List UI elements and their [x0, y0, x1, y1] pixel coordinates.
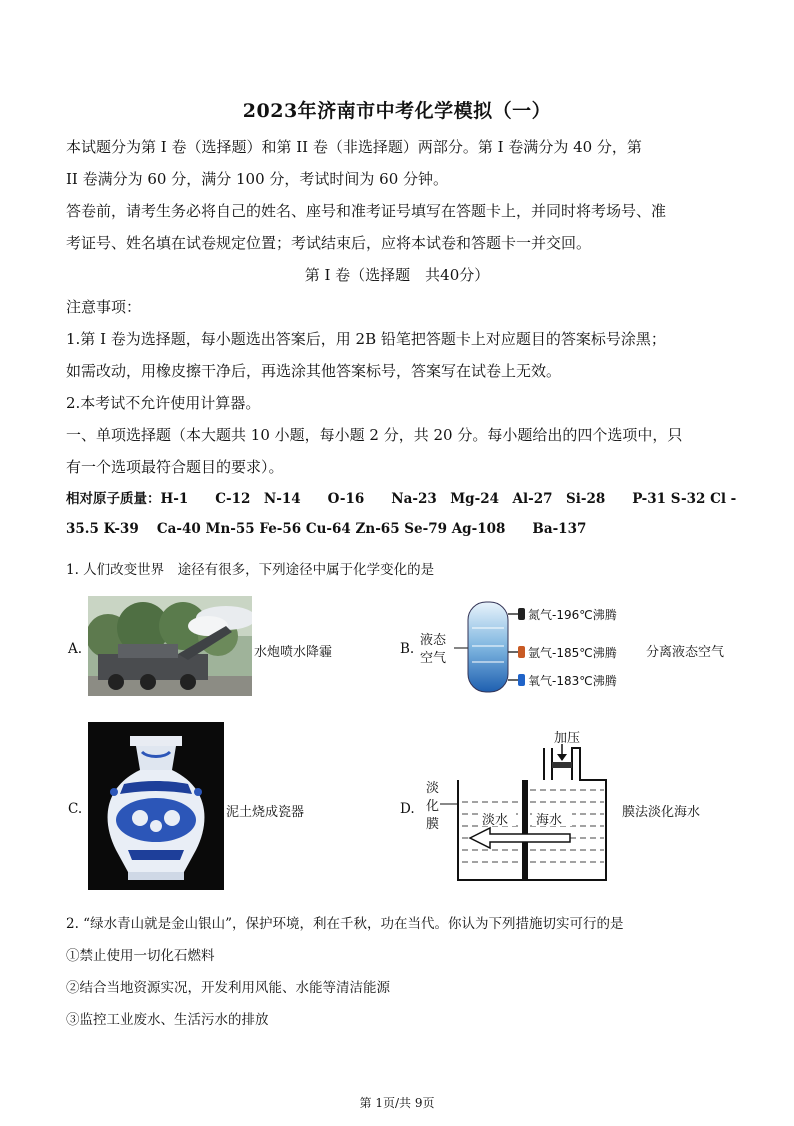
q1-option-a-caption: 水炮喷水降霾 — [254, 645, 333, 660]
intro-line-3: 答卷前，请考生务必将自己的姓名、座号和准考证号填写在答题卡上，并同时将考场号、准 — [66, 202, 667, 220]
porcelain-vase-photo — [88, 722, 224, 890]
q1-option-c-caption: 泥土烧成瓷器 — [226, 805, 305, 820]
membrane-label-1: 淡 — [426, 781, 440, 796]
oxygen-label: 氧气-183℃沸腾 — [528, 674, 617, 688]
section-title: 第 I 卷（选择题 共40分） — [304, 266, 490, 284]
q1-option-d-caption: 膜法淡化海水 — [622, 805, 701, 820]
liquid-air-label-1: 液态 — [420, 633, 447, 648]
membrane-desalination-diagram — [420, 730, 616, 886]
page-footer: 第 1页/共 9页 — [359, 1096, 435, 1110]
q1-stem: 1. 人们改变世界 途径有很多，下列途径中属于化学变化的是 — [66, 562, 435, 578]
part-one-line-2: 有一个选项最符合题目的要求）。 — [66, 458, 284, 476]
page-title: 2023年济南市中考化学模拟（一） — [242, 100, 552, 122]
q1-option-d-label: D. — [400, 801, 415, 817]
nitrogen-label: 氮气-196℃沸腾 — [528, 608, 617, 622]
membrane-label-2: 化 — [426, 799, 440, 814]
note-line-1: 1.第 I 卷为选择题，每小题选出答案后，用 2B 铅笔把答题卡上对应题目的答案标号涂黑； — [66, 330, 666, 348]
atomic-mass-line-1: 相对原子质量：H-1 C-12 N-14 O-16 Na-23 Mg-24 Al-27 Si-28 P-31 S-32 Cl - — [66, 491, 737, 507]
note-line-2: 如需改动，用橡皮擦干净后，再选涂其他答案标号，答案写在试卷上无效。 — [66, 362, 562, 380]
atomic-mass-line-2: 35.5 K-39 Ca-40 Mn-55 Fe-56 Cu-64 Zn-65 Se-79 Ag-108 Ba-137 — [66, 521, 587, 537]
liquid-air-label-2: 空气 — [420, 651, 447, 666]
q2-item-1: ①禁止使用一切化石燃料 — [66, 948, 215, 964]
sea-water-label: 海水 — [536, 813, 563, 828]
q1-option-b-caption: 分离液态空气 — [646, 645, 725, 660]
water-cannon-photo — [88, 596, 252, 696]
pressure-label: 加压 — [554, 731, 581, 746]
intro-line-2: II 卷满分为 60 分，满分 100 分，考试时间为 60 分钟。 — [66, 170, 449, 188]
note-line-3: 2.本考试不允许使用计算器。 — [66, 394, 261, 412]
argon-label: 氩气-185℃沸腾 — [528, 646, 617, 660]
membrane-label-3: 膜 — [426, 817, 440, 832]
liquid-air-column-diagram — [416, 598, 646, 698]
q1-option-a-label: A. — [68, 641, 83, 657]
fresh-water-label: 淡水 — [482, 813, 509, 828]
q1-option-c-label: C. — [68, 801, 83, 817]
part-one-line-1: 一、单项选择题（本大题共 10 小题，每小题 2 分，共 20 分。每小题给出的四个选项中，只 — [66, 426, 683, 444]
intro-line-1: 本试题分为第 I 卷（选择题）和第 II 卷（非选择题）两部分。第 I 卷满分为 40 分，第 — [66, 138, 642, 156]
intro-line-4: 考证号、姓名填在试卷规定位置；考试结束后，应将本试卷和答题卡一并交回。 — [66, 234, 592, 252]
q2-item-3: ③监控工业废水、生活污水的排放 — [66, 1012, 269, 1028]
q2-item-2: ②结合当地资源实况，开发利用风能、水能等清洁能源 — [66, 980, 390, 996]
q1-option-b-label: B. — [400, 641, 415, 657]
q2-stem: 2. “绿水青山就是金山银山”，保护环境，利在千秋，功在当代。你认为下列措施切实可行的是 — [66, 916, 624, 932]
notes-heading: 注意事项： — [66, 298, 142, 316]
